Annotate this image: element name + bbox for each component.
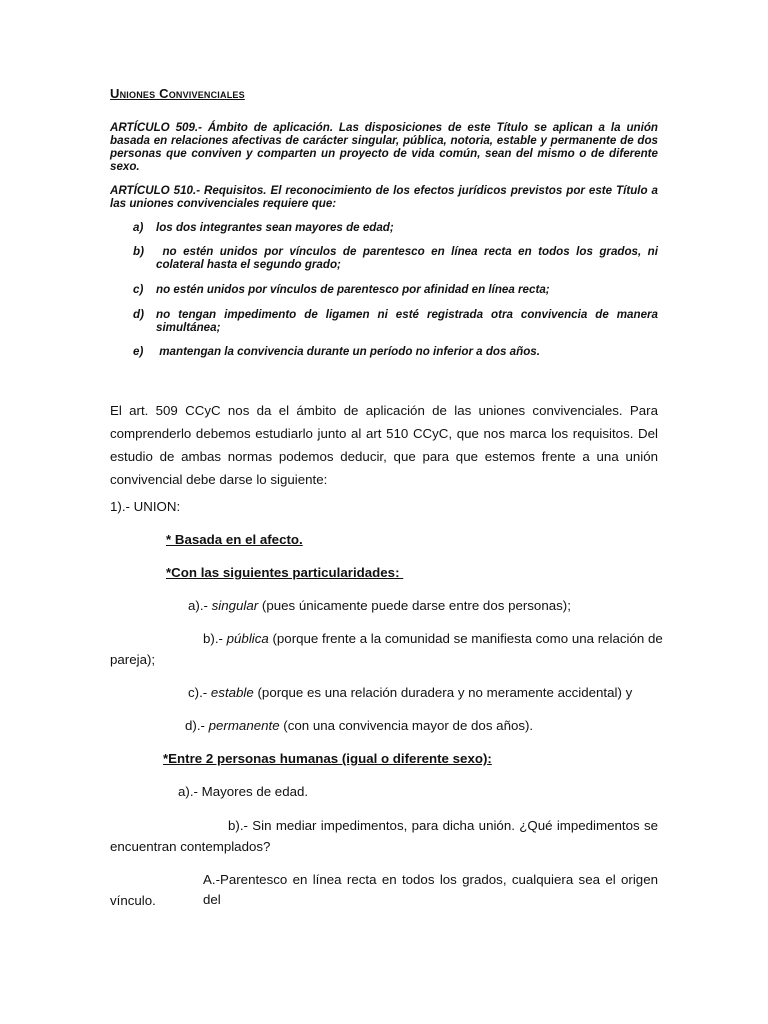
section-heading: Uniones Convivenciales <box>110 86 245 101</box>
intro-paragraph: El art. 509 CCyC nos da el ámbito de aplicación de las uniones convivenciales. Para comprenderlo debemos estudiarlo junto al art 510 CCyC, que nos marca los requisitos. Del estudio de ambas normas podemos deducir, que para que estemos frente a una unión convivencial debe darse lo siguiente: <box>110 403 658 487</box>
particularity-text: (pues únicamente puede darse entre dos personas); <box>258 598 571 613</box>
requirement-label: a) <box>133 221 144 234</box>
particularity-b <box>203 629 663 649</box>
particularity-term: estable <box>210 685 254 700</box>
sin-impedimentos-continuation: encuentran contemplados? <box>110 839 271 854</box>
sin-impedimentos: b).- Sin mediar impedimentos, para dicha unión. ¿Qué impedimentos se <box>228 818 658 833</box>
requirement-item <box>133 345 658 358</box>
requirement-item <box>133 308 658 334</box>
particularity-prefix: a).- <box>188 598 212 613</box>
mayores-edad: a).- Mayores de edad. <box>178 784 309 799</box>
article-509: ARTÍCULO 509.- Ámbito de aplicación. Las disposiciones de este Título se aplican a la unión basada en relaciones afectivas de carácter singular, pública, notoria, estable y permanente de dos personas que conviven y comparten un proyecto de vida común, sean del mismo o de diferente sexo. <box>110 121 658 173</box>
particularity-text: (porque es una relación duradera y no meramente accidental) y <box>253 685 633 700</box>
requirement-text: no estén unidos por vínculos de parentesco por afinidad en línea recta; <box>156 283 550 296</box>
requirement-text: no estén unidos por vínculos de parentesco en línea recta en todos los grados, ni colateral hasta el segundo grado; <box>156 245 662 271</box>
requirement-item <box>133 221 658 234</box>
requirement-text: mantengan la convivencia durante un período no inferior a dos años. <box>156 345 540 358</box>
entre-personas-heading: *Entre 2 personas humanas (igual o diferente sexo): <box>163 751 492 766</box>
requirement-text: no tengan impedimento de ligamen ni esté registrada otra convivencia de manera simultánea; <box>156 308 658 334</box>
particularidades-heading: *Con las siguientes particularidades: <box>166 565 404 580</box>
requirement-label: e) <box>133 345 144 358</box>
particularity-term: pública <box>226 631 269 646</box>
particularity-d <box>185 716 533 736</box>
particularity-text: (porque frente a la comunidad se manifiesta como una relación de <box>268 631 663 646</box>
union-heading: 1).- UNION: <box>110 499 181 514</box>
requirement-label: b) <box>133 245 144 258</box>
requirement-item <box>133 245 662 271</box>
particularity-text: (con una convivencia mayor de dos años). <box>279 718 534 733</box>
requirement-label: d) <box>133 308 144 321</box>
particularity-term: permanente <box>208 718 280 733</box>
parentesco: A.-Parentesco en línea recta en todos los grados, cualquiera sea el origen del <box>203 872 658 907</box>
particularity-a <box>188 596 571 616</box>
requirement-text: los dos integrantes sean mayores de edad; <box>156 221 394 234</box>
particularity-term: singular <box>211 598 259 613</box>
particularity-prefix: c).- <box>188 685 211 700</box>
particularity-c <box>188 683 632 703</box>
requirement-label: c) <box>133 283 144 296</box>
afecto-heading: * Basada en el afecto. <box>166 532 303 547</box>
particularity-prefix: d).- <box>185 718 209 733</box>
requirement-item <box>133 283 658 296</box>
particularity-prefix: b).- <box>203 631 227 646</box>
article-510: ARTÍCULO 510.- Requisitos. El reconocimiento de los efectos jurídicos previstos por este Título a las uniones convivenciales requiere que: <box>110 184 658 210</box>
parentesco-continuation: vínculo. <box>110 893 156 908</box>
particularity-b-continuation: pareja); <box>110 652 156 667</box>
